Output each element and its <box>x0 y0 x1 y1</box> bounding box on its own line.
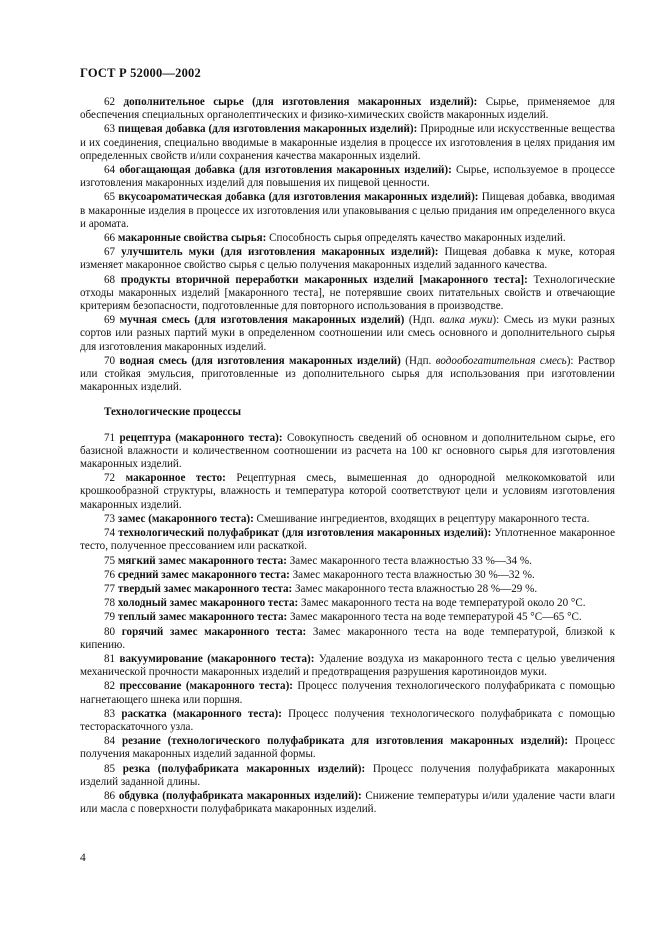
term-name: мучная смесь (для изготовления макаронных изделий) <box>119 314 405 327</box>
term-name: мягкий замес макаронного теста: <box>117 554 287 567</box>
term-definition: Уплотненное макаронное тесто, полученное прессованием или раскаткой. <box>80 527 615 553</box>
entry-number: 86 <box>104 789 116 802</box>
raw-materials-terms <box>80 96 615 394</box>
entry-number: 80 <box>104 625 116 638</box>
term-name: пищевая добавка (для изготовления макаронных изделий): <box>118 123 418 136</box>
term-name: средний замес макаронного теста: <box>117 568 290 581</box>
entry-number: 84 <box>104 735 116 748</box>
entry-number: 64 <box>104 164 116 177</box>
term-entry <box>80 513 615 526</box>
process-terms <box>80 432 615 817</box>
term-name: обогащающая добавка (для изготовления макаронных изделий): <box>119 164 452 177</box>
term-name: теплый замес макаронного теста: <box>117 611 288 624</box>
term-definition: Снижение температуры и/или удаление части влаги или масла с поверхности полуфабриката макаронных изделий. <box>80 789 616 816</box>
document-header: ГОСТ Р 52000—2002 <box>80 66 201 80</box>
entry-number: 63 <box>104 123 116 136</box>
entry-number: 71 <box>104 431 116 444</box>
entry-number: 66 <box>104 232 116 245</box>
entry-number: 77 <box>104 582 116 595</box>
term-entry <box>80 232 615 245</box>
term-entry <box>80 123 615 163</box>
term-entry <box>80 472 615 512</box>
term-name: твердый замес макаронного теста: <box>117 582 293 595</box>
entry-number: 70 <box>104 354 116 367</box>
term-name: замес (макаронного теста): <box>117 512 254 525</box>
entry-number: 82 <box>104 680 116 693</box>
entry-number: 83 <box>104 707 116 720</box>
deprecated-term: водообогатительная смесь <box>435 354 567 367</box>
term-entry <box>80 246 615 272</box>
entry-number: 62 <box>104 96 116 108</box>
term-definition: Сырье, используемое в процессе изготовления макаронных изделий для повышения их пищевой ценности. <box>80 164 615 190</box>
entry-number: 74 <box>104 527 116 540</box>
term-name: продукты вторичной переработки макаронных изделий [макаронного теста]: <box>120 273 528 286</box>
term-name: резание (технологического полуфабриката для изготовления макаронных изделий): <box>121 735 569 748</box>
term-definition: Замес макаронного теста на воде температурой, близкой к кипению. <box>80 625 615 651</box>
term-definition: Замес макаронного теста влажностью 30 %—32 %. <box>289 568 535 581</box>
term-definition: ): Раствор или стойкая эмульсия, приготовленные из дополнительного сырья для использования при изготовлении макаронных изделий. <box>80 354 616 394</box>
term-name: рецептура (макаронного теста): <box>119 431 283 444</box>
term-entry <box>80 432 615 472</box>
term-definition: Смешивание ингредиентов, входящих в рецептуру макаронного теста. <box>253 512 590 525</box>
entry-number: 79 <box>104 611 116 624</box>
term-name: вакуумирование (макаронного теста): <box>119 652 315 665</box>
term-definition: Замес макаронного теста на воде температурой около 20 °С. <box>298 597 586 610</box>
term-entry <box>80 96 615 122</box>
term-entry <box>80 274 615 314</box>
entry-number: 81 <box>104 652 116 665</box>
term-name: технологический полуфабрикат (для изготовления макаронных изделий): <box>118 527 492 540</box>
page-number: 4 <box>80 852 86 864</box>
term-entry <box>80 555 615 568</box>
term-name: прессование (макаронного теста): <box>119 680 293 693</box>
entry-number: 76 <box>104 568 116 581</box>
term-definition: Процесс получения технологического полуфабриката с помощью нагнетающего шнека или поршня. <box>80 680 615 706</box>
term-name: водная смесь (для изготовления макаронных изделий) <box>119 354 401 367</box>
term-definition: Удаление воздуха из макаронного теста с целью увеличения механической прочности макаронных изделий и предотвращения разрушения каротиноидов муки. <box>80 652 615 679</box>
term-definition: Процесс получения макаронных изделий заданной формы. <box>80 735 615 761</box>
term-name: раскатка (макаронного теста): <box>121 707 282 720</box>
term-name: макаронное тесто: <box>125 472 226 485</box>
term-definition: Природные или искусственные вещества и их соединения, специально вводимые в макаронные изделия в процессе их изготовления в целях придания им определенных свойств и/или сохранения качества макаронных изделий. <box>80 123 615 162</box>
term-name: холодный замес макаронного теста: <box>117 597 299 610</box>
term-name: резка (полуфабриката макаронных изделий): <box>122 762 366 775</box>
term-entry <box>80 653 615 679</box>
term-definition: Процесс получения полуфабриката макаронных изделий заданной длины. <box>80 762 615 788</box>
term-definition: Рецептурная смесь, вымешенная до однородной мелкокомковатой или крошкообразной структуры, влажность и температура которой соответствуют цели и условиям изготовления макаронных изделий. <box>80 472 615 511</box>
term-entry <box>80 597 615 610</box>
term-definition: Сырье, применяемое для обеспечения специальных органолептических и физико-химических свойств макаронных изделий. <box>80 96 616 122</box>
term-entry <box>80 626 615 652</box>
term-name: обдувка (полуфабриката макаронных изделий): <box>118 789 362 802</box>
term-name: горячий замес макаронного теста: <box>121 625 307 638</box>
term-definition: Пищевая добавка к муке, которая изменяет макаронное свойство сырья с целью получения макаронных изделий заданного качества. <box>80 246 615 272</box>
entry-number: 73 <box>104 512 116 525</box>
term-name: макаронные свойства сырья: <box>117 232 267 245</box>
entry-number: 78 <box>104 597 116 610</box>
term-definition: Замес макаронного теста на воде температурой 45 °С—65 °С. <box>287 611 582 624</box>
entry-number: 67 <box>104 246 116 259</box>
entry-number: 69 <box>104 314 116 327</box>
entry-number: 72 <box>104 472 116 485</box>
term-entry <box>80 763 615 789</box>
term-entry <box>80 583 615 596</box>
term-entry <box>80 355 615 395</box>
term-definition: Процесс получения технологического полуфабриката с помощью тестораскаточного узла. <box>80 707 615 733</box>
term-entry <box>80 735 615 761</box>
term-definition: Способность сырья определять качество макаронных изделий. <box>266 232 566 245</box>
term-entry <box>80 191 615 231</box>
document-body <box>80 96 615 817</box>
term-name: улучшитель муки (для изготовления макаронных изделий): <box>121 246 439 259</box>
term-entry <box>80 527 615 553</box>
term-entry <box>80 708 615 734</box>
section-title: Технологические процессы <box>104 406 242 419</box>
term-definition: Замес макаронного теста влажностью 33 %—34 %. <box>286 554 532 567</box>
term-entry <box>80 314 615 354</box>
deprecated-prefix: (Ндп. <box>404 314 440 327</box>
deprecated-prefix: (Ндп. <box>400 354 436 367</box>
entry-number: 85 <box>104 762 116 775</box>
term-definition: Пищевая добавка, вводимая в макаронные изделия в процессе их изготовления или упаковывания с целью придания им определенного вкуса и аромата. <box>80 191 616 230</box>
term-entry <box>80 611 615 624</box>
term-entry <box>80 164 615 190</box>
term-definition: Замес макаронного теста влажностью 28 %—29 %. <box>292 582 538 595</box>
term-definition: Технологические отходы макаронных изделий [макаронного теста], не потерявшие своих питательных свойств и отвечающие критериям безопасности, подготовленные для повторного использования в производстве. <box>80 273 615 313</box>
term-definition: Совокупность сведений об основном и дополнительном сырье, его базисной влажности и количественном соотношении из расчета на 100 кг основного сырья для изготовления макаронных изделий. <box>80 431 615 471</box>
term-name: дополнительное сырье (для изготовления макаронных изделий): <box>123 96 478 108</box>
term-definition: ): Смесь из муки разных сортов или разных партий муки в определенном соотношении или смесь основного и дополнительного сырья для изготовления макаронных изделий. <box>80 314 615 353</box>
entry-number: 75 <box>104 554 116 567</box>
entry-number: 65 <box>104 191 116 204</box>
entry-number: 68 <box>104 273 116 286</box>
term-entry <box>80 680 615 706</box>
deprecated-term: валка муки <box>439 314 493 327</box>
term-entry <box>80 569 615 582</box>
term-entry <box>80 790 615 816</box>
term-name: вкусоароматическая добавка (для изготовления макаронных изделий): <box>118 191 479 204</box>
